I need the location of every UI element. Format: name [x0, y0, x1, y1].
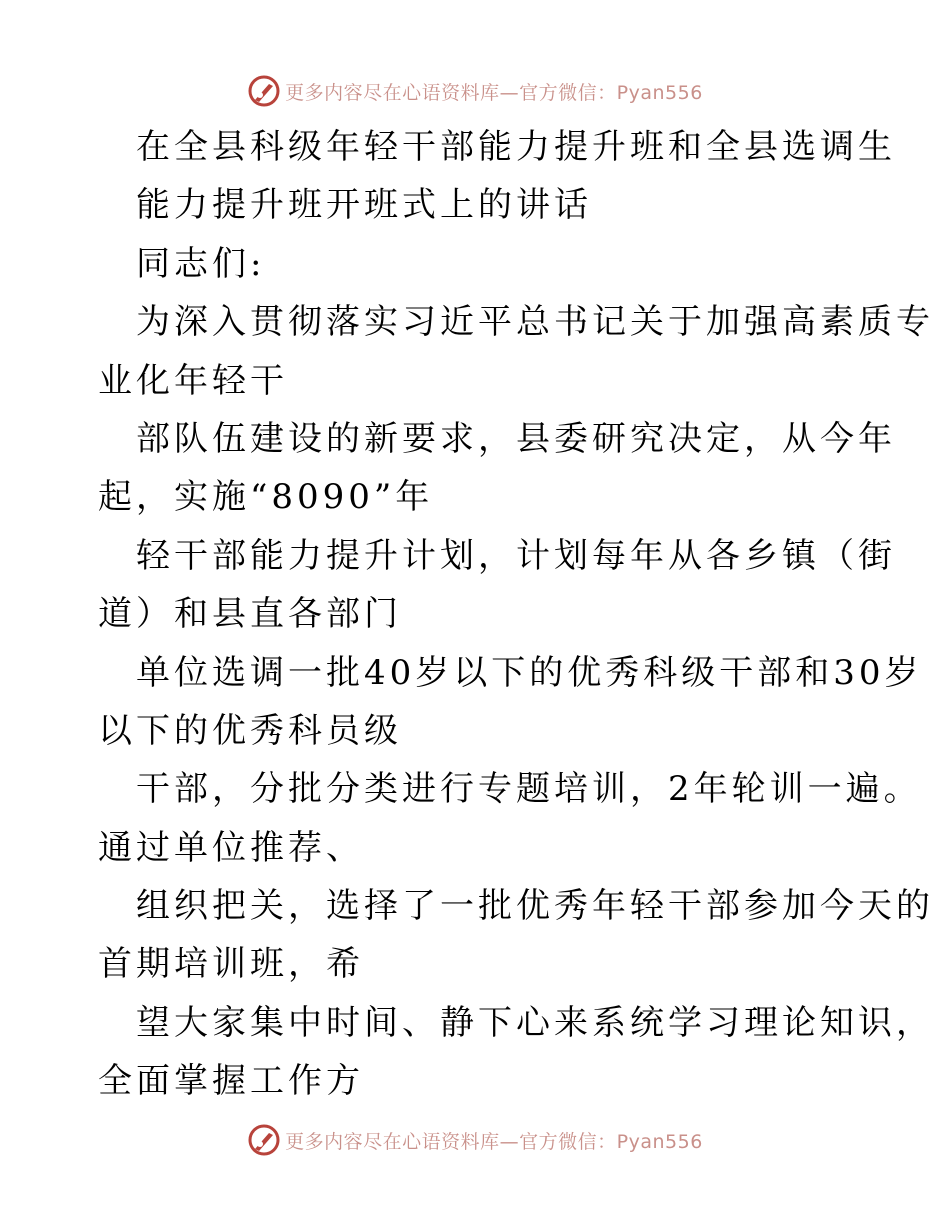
body-line: 道）和县直各部门: [98, 594, 402, 634]
body-line: 望大家集中时间、静下心来系统学习理论知识，: [136, 1003, 934, 1043]
header-banner-text: 更多内容尽在心语资料库—官方微信：Pyan556: [285, 81, 703, 104]
body-line: 全面掌握工作方: [98, 1061, 364, 1101]
body-line: 部队伍建设的新要求，县委研究决定，从今年: [136, 419, 896, 459]
body-line: 为深入贯彻落实习近平总书记关于加强高素质专: [136, 302, 934, 342]
document-title-line-1: 在全县科级年轻干部能力提升班和全县选调生: [136, 127, 896, 167]
body-line: 干部，分批分类进行专题培训，2年轮训一遍。: [136, 769, 922, 809]
body-line: 单位选调一批40岁以下的优秀科级干部和30岁: [136, 653, 923, 693]
header-banner: [0, 71, 950, 111]
pen-circle-logo-icon: [247, 74, 281, 108]
body-line: 起，实施“8090”年: [98, 477, 434, 517]
body-line: 以下的优秀科员级: [98, 711, 402, 751]
body-line: 轻干部能力提升计划，计划每年从各乡镇（街: [136, 536, 896, 576]
body-line: 首期培训班，希: [98, 944, 364, 984]
document-title-line-2: 能力提升班开班式上的讲话: [136, 185, 592, 225]
salutation: 同志们:: [136, 244, 266, 284]
pen-circle-logo-icon: [247, 1123, 281, 1157]
body-line: 业化年轻干: [98, 361, 288, 401]
footer-banner: [0, 1120, 950, 1160]
footer-banner-text: 更多内容尽在心语资料库—官方微信：Pyan556: [285, 1130, 703, 1153]
body-line: 通过单位推荐、: [98, 828, 364, 868]
body-line: 组织把关，选择了一批优秀年轻干部参加今天的: [136, 886, 934, 926]
